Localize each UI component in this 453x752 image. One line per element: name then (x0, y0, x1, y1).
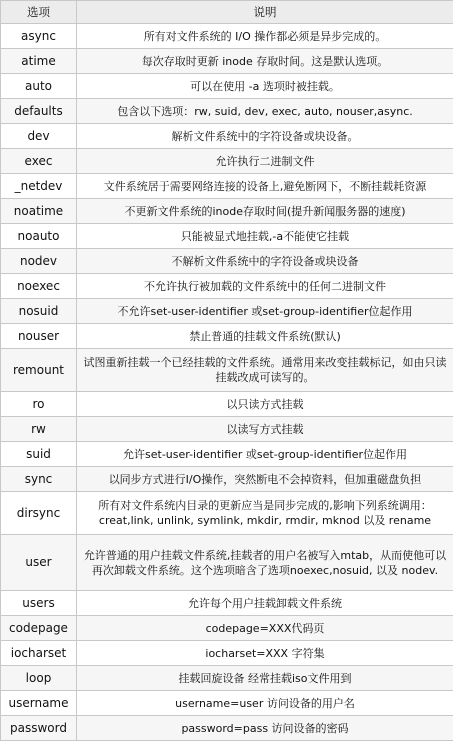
table-header-row (1, 1, 453, 24)
table-row (1, 691, 453, 716)
option-name: password (1, 716, 77, 741)
table-row (1, 199, 453, 224)
option-name: user (1, 535, 77, 591)
option-name: async (1, 24, 77, 49)
option-name: defaults (1, 99, 77, 124)
option-name: nosuid (1, 299, 77, 324)
table-row (1, 716, 453, 741)
option-description: codepage=XXX代码页 (77, 616, 453, 641)
table-row (1, 299, 453, 324)
option-name: exec (1, 149, 77, 174)
table-row (1, 124, 453, 149)
option-description: 以读写方式挂载 (77, 417, 453, 442)
option-name: remount (1, 349, 77, 392)
option-description: 解析文件系统中的字符设备或块设备。 (77, 124, 453, 149)
table-row (1, 324, 453, 349)
table-row (1, 149, 453, 174)
table-row (1, 417, 453, 442)
option-description: 所有对文件系统的 I/O 操作都必须是异步完成的。 (77, 24, 453, 49)
option-name: iocharset (1, 641, 77, 666)
option-name: dev (1, 124, 77, 149)
header-option: 选项 (1, 1, 77, 24)
option-description: 每次存取时更新 inode 存取时间。这是默认选项。 (77, 49, 453, 74)
table-row (1, 616, 453, 641)
option-name: auto (1, 74, 77, 99)
table-row (1, 666, 453, 691)
option-name: sync (1, 467, 77, 492)
option-description: 允许每个用户挂载卸载文件系统 (77, 591, 453, 616)
option-description: 允许普通的用户挂载文件系统,挂载者的用户名被写入mtab，从而使他可以再次卸载文件系统。这个选项暗含了选项noexec,nosuid, 以及 nodev. (77, 535, 453, 591)
table-row (1, 349, 453, 392)
option-description: 只能被显式地挂载,-a不能使它挂载 (77, 224, 453, 249)
option-name: _netdev (1, 174, 77, 199)
table-row (1, 442, 453, 467)
table-row (1, 535, 453, 591)
option-description: 禁止普通的挂载文件系统(默认) (77, 324, 453, 349)
option-description: 试图重新挂载一个已经挂载的文件系统。通常用来改变挂载标记，如由只读挂载改成可读写的。 (77, 349, 453, 392)
option-name: noatime (1, 199, 77, 224)
option-name: suid (1, 442, 77, 467)
option-name: noexec (1, 274, 77, 299)
option-name: codepage (1, 616, 77, 641)
option-description: password=pass 访问设备的密码 (77, 716, 453, 741)
table-row (1, 24, 453, 49)
table-row (1, 99, 453, 124)
table-row (1, 591, 453, 616)
option-name: users (1, 591, 77, 616)
table-row (1, 249, 453, 274)
option-name: rw (1, 417, 77, 442)
option-description: 所有对文件系统内目录的更新应当是同步完成的,影响下列系统调用：creat,link, unlink, symlink, mkdir, rmdir, mknod 以及 rename (77, 492, 453, 535)
option-name: noauto (1, 224, 77, 249)
table-row (1, 492, 453, 535)
table-row (1, 274, 453, 299)
table-row (1, 49, 453, 74)
option-description: 以同步方式进行I/O操作，突然断电不会掉资料，但加重磁盘负担 (77, 467, 453, 492)
option-description: 以只读方式挂载 (77, 392, 453, 417)
option-description: 包含以下选项：rw, suid, dev, exec, auto, nouser,async. (77, 99, 453, 124)
option-description: 不允许执行被加载的文件系统中的任何二进制文件 (77, 274, 453, 299)
table-row (1, 467, 453, 492)
table-row (1, 641, 453, 666)
option-name: username (1, 691, 77, 716)
option-name: atime (1, 49, 77, 74)
option-description: 不允许set-user-identifier 或set-group-identifier位起作用 (77, 299, 453, 324)
option-description: 允许set-user-identifier 或set-group-identifier位起作用 (77, 442, 453, 467)
option-description: 不解析文件系统中的字符设备或块设备 (77, 249, 453, 274)
option-name: loop (1, 666, 77, 691)
option-name: nouser (1, 324, 77, 349)
table-row (1, 74, 453, 99)
option-name: nodev (1, 249, 77, 274)
option-description: 文件系统居于需要网络连接的设备上,避免断网下，不断挂载耗资源 (77, 174, 453, 199)
option-name: ro (1, 392, 77, 417)
table-row (1, 174, 453, 199)
option-description: 不更新文件系统的inode存取时间(提升新闻服务器的速度) (77, 199, 453, 224)
option-description: 允许执行二进制文件 (77, 149, 453, 174)
option-description: username=user 访问设备的用户名 (77, 691, 453, 716)
header-description: 说明 (77, 1, 453, 24)
option-name: dirsync (1, 492, 77, 535)
table-row (1, 392, 453, 417)
table-row (1, 224, 453, 249)
option-description: iocharset=XXX 字符集 (77, 641, 453, 666)
option-description: 挂载回旋设备 经常挂载iso文件用到 (77, 666, 453, 691)
option-description: 可以在使用 -a 选项时被挂载。 (77, 74, 453, 99)
